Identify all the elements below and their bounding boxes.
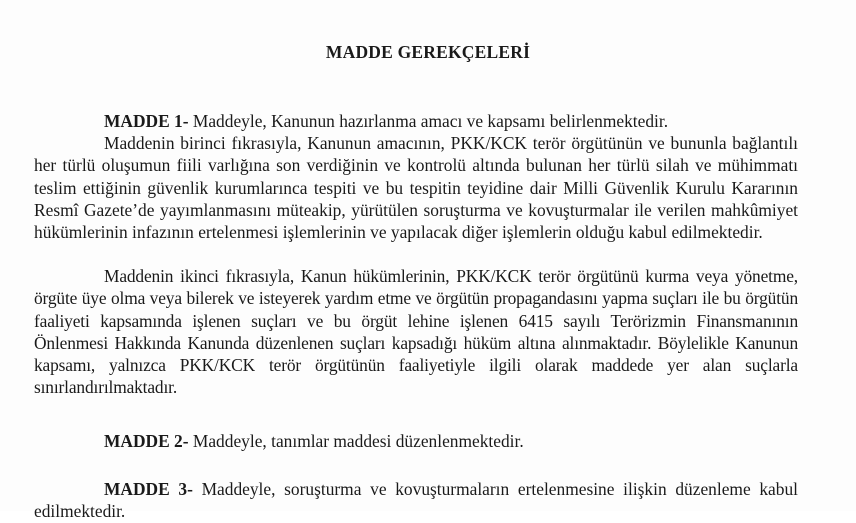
- madde-1-heading: MADDE 1-: [104, 111, 189, 131]
- madde-1-second-clause-paragraph: Maddenin ikinci fıkrasıyla, Kanun hükümlerinin, PKK/KCK terör örgütünü kurma veya yönetme, örgüte üye olma veya bilerek ve isteyerek yardım etme ve örgütün propagandasını yapma suçları ile bu örgütün faaliyeti kapsamında işlenen suçları ve bu örgüt lehine işlenen 6415 sayılı Terörizmin Finansmanının Önlenmesi Hakkında Kanunda düzenlenen suçları kapsadığı hüküm altına alınmaktadır. Böylelikle Kanunun kapsamı, yalnızca PKK/KCK terör örgütünün faaliyetiyle ilgili olarak maddede yer alan suçlarla sınırlandırılmaktadır.: [34, 266, 798, 398]
- document-title: MADDE GEREKÇELERİ: [325, 42, 531, 62]
- madde-3-heading: MADDE 3-: [104, 479, 193, 499]
- madde-2-paragraph: [34, 430, 798, 452]
- madde-3-text: Maddeyle, soruşturma ve kovuşturmaların ertelenmesine ilişkin düzenleme kabul edilmektedir.: [34, 479, 798, 522]
- madde-1-paragraph: [34, 110, 798, 132]
- madde-3-paragraph: [34, 478, 798, 523]
- madde-1-first-clause-paragraph: Maddenin birinci fıkrasıyla, Kanunun amacının, PKK/KCK terör örgütünün ve bununla bağlantılı her türlü oluşumun fiili varlığına son verdiğinin ve kontrolü altında bulunan her türlü silah ve mühimmatı teslim ettiğinin güvenlik kurumlarınca tespiti ve bu tespitin teyidine dair Milli Güvenlik Kurulu Kararının Resmî Gazete’de yayımlanmasını müteakip, yürütülen soruşturma ve kovuşturmalar ile verilen mahkûmiyet hükümlerinin infazının ertelenmesi işlemlerinin ve yapılacak diğer işlemlerin olduğu kabul edilmektedir.: [34, 133, 798, 243]
- madde-2-text: Maddeyle, tanımlar maddesi düzenlenmektedir.: [188, 431, 524, 451]
- madde-1-intro-text: Maddeyle, Kanunun hazırlanma amacı ve kapsamı belirlenmektedir.: [188, 111, 669, 131]
- madde-2-heading: MADDE 2-: [104, 431, 189, 451]
